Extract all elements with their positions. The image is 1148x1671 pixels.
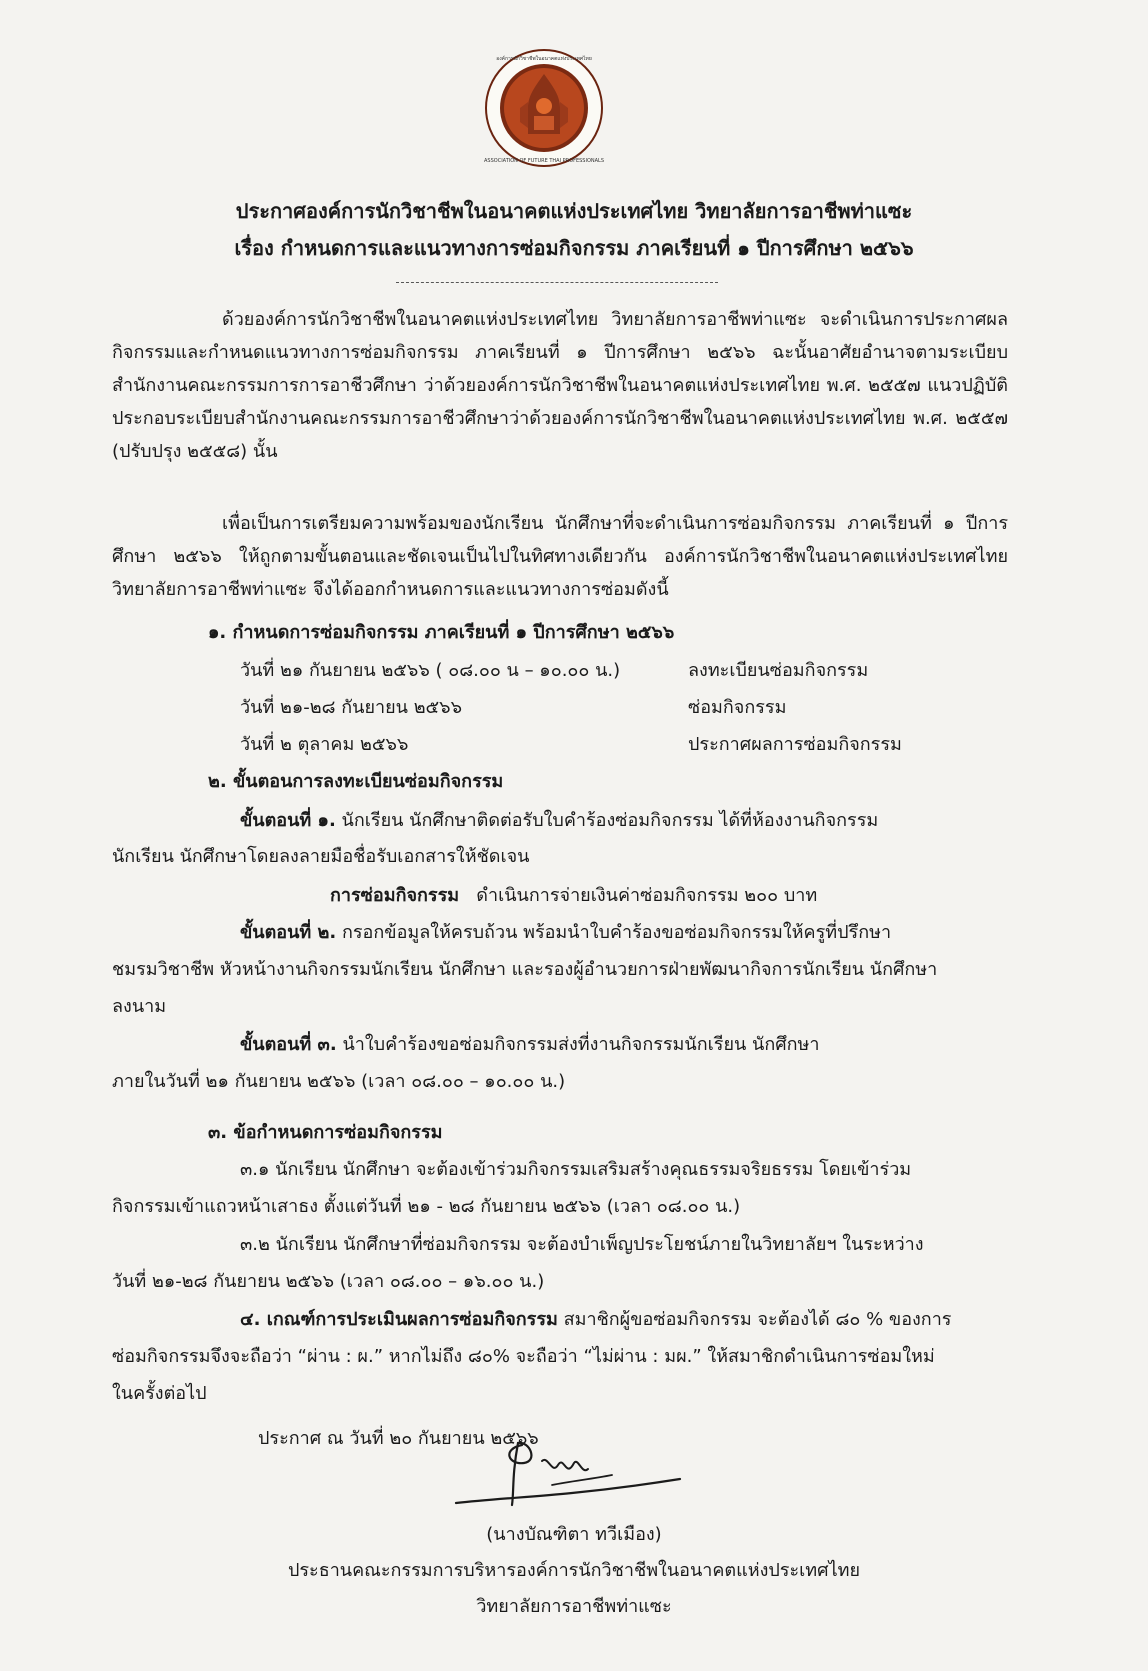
section-4-line-1 — [240, 1305, 951, 1335]
schedule-activity-1: ลงทะเบียนซ่อมกิจกรรม — [688, 660, 869, 681]
signer-name: (นางบัณฑิตา ทวีเมือง) — [486, 1524, 662, 1545]
schedule-date-1: วันที่ ๒๑ กันยายน ๒๕๖๖ ( ๐๘.๐๐ น – ๑๐.๐๐ น.) — [240, 660, 621, 681]
step-2-label: ขั้นตอนที่ ๒. — [240, 922, 337, 943]
step-3-text: นำใบคำร้องขอซ่อมกิจกรรมส่งที่งานกิจกรรมนักเรียน นักศึกษา — [342, 1034, 820, 1055]
schedule-date-3: วันที่ ๒ ตุลาคม ๒๕๖๖ — [240, 734, 409, 755]
step-2-line-2: ชมรมวิชาชีพ หัวหน้างานกิจกรรมนักเรียน นักศึกษา และรองผู้อำนวยการฝ่ายพัฒนากิจการนักเรียน นักศึกษา — [112, 959, 938, 980]
section-4-line-3: ในครั้งต่อไป — [112, 1383, 207, 1404]
signer-organization: วิทยาลัยการอาชีพท่าแซะ — [476, 1596, 672, 1617]
step-3-line-2: ภายในวันที่ ๒๑ กันยายน ๒๕๖๖ (เวลา ๐๘.๐๐ – ๑๐.๐๐ น.) — [112, 1071, 566, 1092]
step-1-text: นักเรียน นักศึกษาติดต่อรับใบคำร้องซ่อมกิจกรรม ได้ที่ห้องงานกิจกรรม — [341, 810, 879, 831]
title-line-1: ประกาศองค์การนักวิชาชีพในอนาคตแห่งประเทศไทย วิทยาลัยการอาชีพท่าแซะ — [235, 199, 913, 223]
organization-seal-logo — [484, 48, 604, 168]
rule-3-1-line-2: กิจกรรมเข้าแถวหน้าเสาธง ตั้งแต่วันที่ ๒๑ - ๒๘ กันยายน ๒๕๖๖ (เวลา ๐๘.๐๐ น.) — [112, 1196, 741, 1217]
step-1-line-2: นักเรียน นักศึกษาโดยลงลายมือชื่อรับเอกสารให้ชัดเจน — [112, 846, 530, 867]
step-2-text: กรอกข้อมูลให้ครบถ้วน พร้อมนำใบคำร้องขอซ่อมกิจกรรมให้ครูที่ปรึกษา — [341, 922, 892, 943]
svg-text:ASSOCIATION OF FUTURE THAI PRO: ASSOCIATION OF FUTURE THAI PROFESSIONALS — [484, 158, 604, 164]
title-divider — [396, 282, 718, 283]
intro-paragraph-2-text: เพื่อเป็นการเตรียมความพร้อมของนักเรียน นักศึกษาที่จะดำเนินการซ่อมกิจกรรม ภาคเรียนที่ ๑ ปีการศึกษา ๒๕๖๖ ให้ถูกตามขั้นตอนและชัดเจนเป็นไปในทิศทางเดียวกัน องค์การนักวิชาชีพในอนาคตแห่งประเทศไทย วิทยาลัยการอาชีพท่าแซะ จึงได้ออกกำหนดการและแนวทางการซ่อมดังนี้ — [112, 513, 1008, 600]
schedule-date-2: วันที่ ๒๑-๒๘ กันยายน ๒๕๖๖ — [240, 697, 463, 718]
announce-date: ประกาศ ณ วันที่ ๒๐ กันยายน ๒๕๖๖ — [258, 1428, 539, 1449]
intro-paragraph-1 — [112, 303, 1008, 468]
intro-paragraph-2 — [112, 507, 1008, 606]
section-4-line-2: ซ่อมกิจกรรมจึงจะถือว่า “ผ่าน : ผ.” หากไม่ถึง ๘๐% จะถือว่า “ไม่ผ่าน : มผ.” ให้สมาชิกดำเนินการซ่อมใหม่ — [112, 1346, 935, 1367]
intro-paragraph-1-text: ด้วยองค์การนักวิชาชีพในอนาคตแห่งประเทศไทย วิทยาลัยการอาชีพท่าแซะ จะดำเนินการประกาศผลกิจกรรมและกำหนดแนวทางการซ่อมกิจกรรม ภาคเรียนที่ ๑ ปีการศึกษา ๒๕๖๖ ฉะนั้นอาศัยอำนาจตามระเบียบสำนักงานคณะกรรมการการอาชีวศึกษา ว่าด้วยองค์การนักวิชาชีพในอนาคตแห่งประเทศไทย พ.ศ. ๒๕๕๗ แนวปฏิบัติประกอบระเบียบสำนักงานคณะกรรมการอาชีวศึกษาว่าด้วยองค์การนักวิชาชีพในอนาคตแห่งประเทศไทย พ.ศ. ๒๕๕๗ (ปรับปรุง ๒๕๕๘) นั้น — [112, 309, 1008, 462]
section-4-text: สมาชิกผู้ขอซ่อมกิจกรรม จะต้องได้ ๘๐ % ของการ — [563, 1309, 952, 1330]
schedule-activity-3: ประกาศผลการซ่อมกิจกรรม — [688, 734, 902, 755]
handwritten-signature — [452, 1435, 684, 1515]
step-2-line-3: ลงนาม — [112, 996, 167, 1017]
step-2-line-1 — [240, 918, 891, 948]
section-4-heading: ๔. เกณฑ์การประเมินผลการซ่อมกิจกรรม — [240, 1309, 558, 1330]
step-1-label: ขั้นตอนที่ ๑. — [240, 810, 336, 831]
step-3-label: ขั้นตอนที่ ๓. — [240, 1034, 337, 1055]
schedule-activity-2: ซ่อมกิจกรรม — [688, 697, 787, 718]
section-2-heading: ๒. ขั้นตอนการลงทะเบียนซ่อมกิจกรรม — [208, 771, 504, 792]
step-1-line-1 — [240, 806, 878, 836]
rule-3-2-line-2: วันที่ ๒๑-๒๘ กันยายน ๒๕๖๖ (เวลา ๐๘.๐๐ – ๑๖.๐๐ น.) — [112, 1271, 545, 1292]
title-line-2: เรื่อง กำหนดการและแนวทางการซ่อมกิจกรรม ภาคเรียนที่ ๑ ปีการศึกษา ๒๕๖๖ — [234, 236, 914, 260]
svg-text:องค์การนักวิชาชีพในอนาคตแห่งปร: องค์การนักวิชาชีพในอนาคตแห่งประเทศไทย — [496, 56, 592, 62]
fee-line — [330, 881, 817, 911]
signer-title: ประธานคณะกรรมการบริหารองค์การนักวิชาชีพในอนาคตแห่งประเทศไทย — [287, 1560, 861, 1581]
step-3-line-1 — [240, 1030, 820, 1060]
section-1-heading: ๑. กำหนดการซ่อมกิจกรรม ภาคเรียนที่ ๑ ปีการศึกษา ๒๕๖๖ — [208, 622, 675, 643]
rule-3-1-line-1: ๓.๑ นักเรียน นักศึกษา จะต้องเข้าร่วมกิจกรรมเสริมสร้างคุณธรรมจริยธรรม โดยเข้าร่วม — [240, 1159, 912, 1180]
fee-label: การซ่อมกิจกรรม — [330, 885, 460, 906]
rule-3-2-line-1: ๓.๒ นักเรียน นักศึกษาที่ซ่อมกิจกรรม จะต้องบำเพ็ญประโยชน์ภายในวิทยาลัยฯ ในระหว่าง — [240, 1234, 924, 1255]
fee-text: ดำเนินการจ่ายเงินค่าซ่อมกิจกรรม ๒๐๐ บาท — [476, 885, 818, 906]
section-3-heading: ๓. ข้อกำหนดการซ่อมกิจกรรม — [208, 1122, 443, 1143]
